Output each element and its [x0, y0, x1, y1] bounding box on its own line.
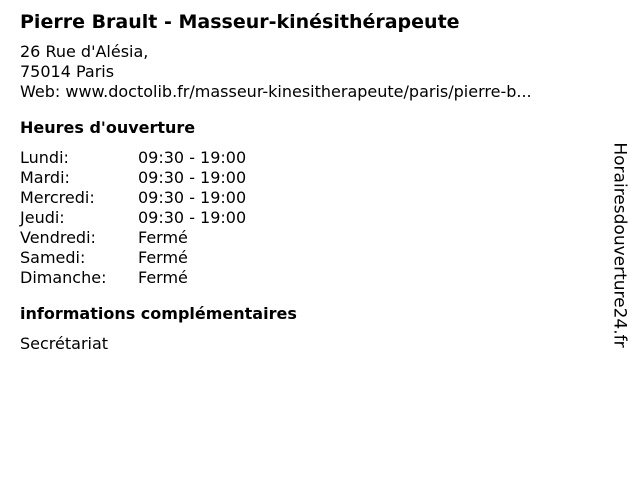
address-street: 26 Rue d'Alésia,	[20, 42, 149, 61]
business-card	[20, 8, 595, 354]
hours-value: Fermé	[138, 268, 188, 287]
hours-value: 09:30 - 19:00	[138, 188, 247, 207]
hours-row-monday	[20, 148, 595, 168]
hours-row-thursday	[20, 208, 595, 228]
day-label: Samedi:	[20, 248, 86, 267]
day-label: Vendredi:	[20, 228, 96, 247]
hours-value: 09:30 - 19:00	[138, 168, 247, 187]
website-line: Web: www.doctolib.fr/masseur-kinesitherapeute/paris/pierre-b...	[20, 82, 532, 101]
additional-info-heading: informations complémentaires	[20, 304, 297, 323]
hours-value: Fermé	[138, 248, 188, 267]
site-watermark-text: Horairesdouverture24.fr	[610, 142, 630, 348]
hours-row-sunday	[20, 268, 595, 288]
hours-value: 09:30 - 19:00	[138, 148, 247, 167]
hours-row-friday	[20, 228, 595, 248]
day-label: Jeudi:	[20, 208, 65, 227]
day-label: Lundi:	[20, 148, 69, 167]
site-watermark	[600, 100, 640, 390]
address-block	[20, 42, 595, 102]
hours-value: Fermé	[138, 228, 188, 247]
hours-row-tuesday	[20, 168, 595, 188]
opening-hours-heading: Heures d'ouverture	[20, 118, 196, 137]
business-title: Pierre Brault - Masseur-kinésithérapeute	[20, 11, 460, 33]
address-city: 75014 Paris	[20, 62, 115, 81]
day-label: Mercredi:	[20, 188, 95, 207]
additional-info-text: Secrétariat	[20, 334, 109, 353]
hours-value: 09:30 - 19:00	[138, 208, 247, 227]
day-label: Mardi:	[20, 168, 70, 187]
hours-row-saturday	[20, 248, 595, 268]
hours-row-wednesday	[20, 188, 595, 208]
opening-hours-table	[20, 148, 595, 288]
day-label: Dimanche:	[20, 268, 107, 287]
